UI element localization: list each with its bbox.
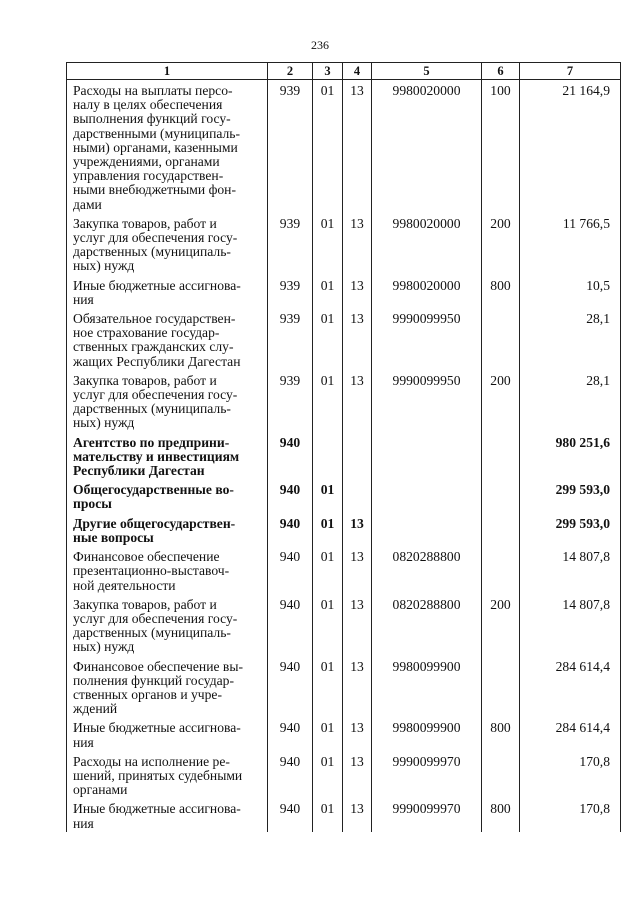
agency-code-cell: 940: [268, 546, 313, 594]
subsection-cell: 13: [343, 513, 372, 546]
target-article-cell: 9980099900: [372, 717, 482, 750]
subsection-cell: 13: [343, 656, 372, 718]
agency-code-cell: 939: [268, 308, 313, 370]
section-cell: 01: [313, 275, 343, 308]
subsection-cell: 13: [343, 275, 372, 308]
amount-cell: 28,1: [520, 308, 621, 370]
section-cell: 01: [313, 513, 343, 546]
amount-cell: 980 251,6: [520, 432, 621, 480]
row-name-cell: [67, 513, 268, 546]
expense-type-cell: 100: [482, 80, 520, 213]
target-article-cell: [372, 432, 482, 480]
section-cell: 01: [313, 213, 343, 275]
column-header: 4: [343, 63, 372, 80]
target-article-cell: 9990099950: [372, 370, 482, 432]
row-name-text: Иные бюджетные ассигнова- ния: [73, 277, 241, 307]
column-header: 7: [520, 63, 621, 80]
table-body: [67, 80, 621, 832]
target-article-cell: 9980020000: [372, 275, 482, 308]
expense-type-cell: 800: [482, 798, 520, 831]
column-header: 5: [372, 63, 482, 80]
row-name-cell: [67, 432, 268, 480]
section-cell: 01: [313, 594, 343, 656]
target-article-cell: 9980099900: [372, 656, 482, 718]
row-name-text: Финансовое обеспечение вы- полнения функций государ- ственных органов и учре- ждений: [73, 658, 243, 717]
row-name-text: Другие общегосударствен- ные вопросы: [73, 515, 236, 545]
expense-type-cell: 800: [482, 717, 520, 750]
row-name-cell: [67, 308, 268, 370]
section-cell: 01: [313, 751, 343, 799]
section-cell: 01: [313, 80, 343, 213]
page-number: 236: [311, 38, 329, 52]
row-name-cell: [67, 656, 268, 718]
subsection-cell: [343, 432, 372, 480]
subsection-cell: 13: [343, 80, 372, 213]
row-name-cell: [67, 275, 268, 308]
agency-code-cell: 940: [268, 594, 313, 656]
agency-code-cell: 939: [268, 275, 313, 308]
table-row: [67, 213, 621, 275]
amount-cell: 14 807,8: [520, 546, 621, 594]
row-name-text: Иные бюджетные ассигнова- ния: [73, 801, 241, 831]
amount-cell: 21 164,9: [520, 80, 621, 213]
row-name-cell: [67, 717, 268, 750]
section-cell: [313, 432, 343, 480]
agency-code-cell: 940: [268, 798, 313, 831]
table-row: [67, 479, 621, 512]
section-cell: 01: [313, 370, 343, 432]
expense-type-cell: [482, 479, 520, 512]
row-name-cell: [67, 798, 268, 831]
section-cell: 01: [313, 717, 343, 750]
table-row: [67, 656, 621, 718]
target-article-cell: 9980020000: [372, 80, 482, 213]
row-name-text: Финансовое обеспечение презентационно-выставоч- ной деятельности: [73, 549, 230, 593]
table-row: [67, 275, 621, 308]
budget-table: [66, 62, 621, 832]
target-article-cell: [372, 479, 482, 512]
table-row: [67, 798, 621, 831]
row-name-text: Закупка товаров, работ и услуг для обеспечения госу- дарственных (муниципаль- ных) нужд: [73, 372, 238, 431]
target-article-cell: 0820288800: [372, 594, 482, 656]
subsection-cell: 13: [343, 546, 372, 594]
section-cell: 01: [313, 546, 343, 594]
agency-code-cell: 939: [268, 80, 313, 213]
row-name-text: Закупка товаров, работ и услуг для обеспечения госу- дарственных (муниципаль- ных) нужд: [73, 215, 238, 274]
table-header-row: [67, 63, 621, 80]
amount-cell: 299 593,0: [520, 479, 621, 512]
subsection-cell: [343, 479, 372, 512]
subsection-cell: 13: [343, 798, 372, 831]
table-row: [67, 594, 621, 656]
section-cell: 01: [313, 479, 343, 512]
column-header: 2: [268, 63, 313, 80]
row-name-text: Агентство по предприни- мательству и инвестициям Республики Дагестан: [73, 434, 240, 479]
column-header: 3: [313, 63, 343, 80]
subsection-cell: 13: [343, 751, 372, 799]
agency-code-cell: 940: [268, 513, 313, 546]
table-row: [67, 513, 621, 546]
expense-type-cell: [482, 432, 520, 480]
row-name-text: Расходы на исполнение ре- шений, принятых судебными органами: [73, 753, 243, 798]
subsection-cell: 13: [343, 213, 372, 275]
target-article-cell: 0820288800: [372, 546, 482, 594]
agency-code-cell: 940: [268, 432, 313, 480]
amount-cell: 28,1: [520, 370, 621, 432]
row-name-text: Иные бюджетные ассигнова- ния: [73, 720, 241, 750]
expense-type-cell: [482, 513, 520, 546]
subsection-cell: 13: [343, 370, 372, 432]
amount-cell: 14 807,8: [520, 594, 621, 656]
row-name-text: Закупка товаров, работ и услуг для обеспечения госу- дарственных (муниципаль- ных) нужд: [73, 596, 238, 655]
subsection-cell: 13: [343, 308, 372, 370]
amount-cell: 170,8: [520, 798, 621, 831]
target-article-cell: 9990099970: [372, 751, 482, 799]
row-name-text: Обязательное государствен- ное страхование государ- ственных гражданских слу- жащих Республики Дагестан: [73, 311, 241, 369]
target-article-cell: 9980020000: [372, 213, 482, 275]
section-cell: 01: [313, 308, 343, 370]
agency-code-cell: 940: [268, 479, 313, 512]
expense-type-cell: [482, 751, 520, 799]
amount-cell: 299 593,0: [520, 513, 621, 546]
row-name-text: Расходы на выплаты персо- налу в целях обеспечения выполнения функций госу- дарственными (муниципаль- ными) органами, казенными учреждениями, органами управления государствен- ными внебюджетными фон- дами: [73, 83, 241, 212]
table-row: [67, 308, 621, 370]
section-cell: 01: [313, 798, 343, 831]
column-header: 6: [482, 63, 520, 80]
subsection-cell: 13: [343, 594, 372, 656]
section-cell: 01: [313, 656, 343, 718]
row-name-cell: [67, 479, 268, 512]
expense-type-cell: [482, 546, 520, 594]
row-name-cell: [67, 80, 268, 213]
table-row: [67, 370, 621, 432]
agency-code-cell: 940: [268, 717, 313, 750]
table-row: [67, 432, 621, 480]
expense-type-cell: 200: [482, 213, 520, 275]
table-row: [67, 80, 621, 213]
row-name-cell: [67, 213, 268, 275]
agency-code-cell: 940: [268, 656, 313, 718]
row-name-cell: [67, 546, 268, 594]
row-name-cell: [67, 370, 268, 432]
row-name-text: Общегосударственные во- просы: [73, 482, 234, 512]
table-row: [67, 717, 621, 750]
expense-type-cell: 200: [482, 594, 520, 656]
row-name-cell: [67, 594, 268, 656]
amount-cell: 284 614,4: [520, 717, 621, 750]
target-article-cell: [372, 513, 482, 546]
amount-cell: 10,5: [520, 275, 621, 308]
table-row: [67, 546, 621, 594]
expense-type-cell: [482, 308, 520, 370]
column-header: 1: [67, 63, 268, 80]
expense-type-cell: 800: [482, 275, 520, 308]
amount-cell: 11 766,5: [520, 213, 621, 275]
target-article-cell: 9990099950: [372, 308, 482, 370]
expense-type-cell: 200: [482, 370, 520, 432]
row-name-cell: [67, 751, 268, 799]
subsection-cell: 13: [343, 717, 372, 750]
amount-cell: 284 614,4: [520, 656, 621, 718]
table-row: [67, 751, 621, 799]
agency-code-cell: 940: [268, 751, 313, 799]
expense-type-cell: [482, 656, 520, 718]
agency-code-cell: 939: [268, 213, 313, 275]
target-article-cell: 9990099970: [372, 798, 482, 831]
agency-code-cell: 939: [268, 370, 313, 432]
amount-cell: 170,8: [520, 751, 621, 799]
